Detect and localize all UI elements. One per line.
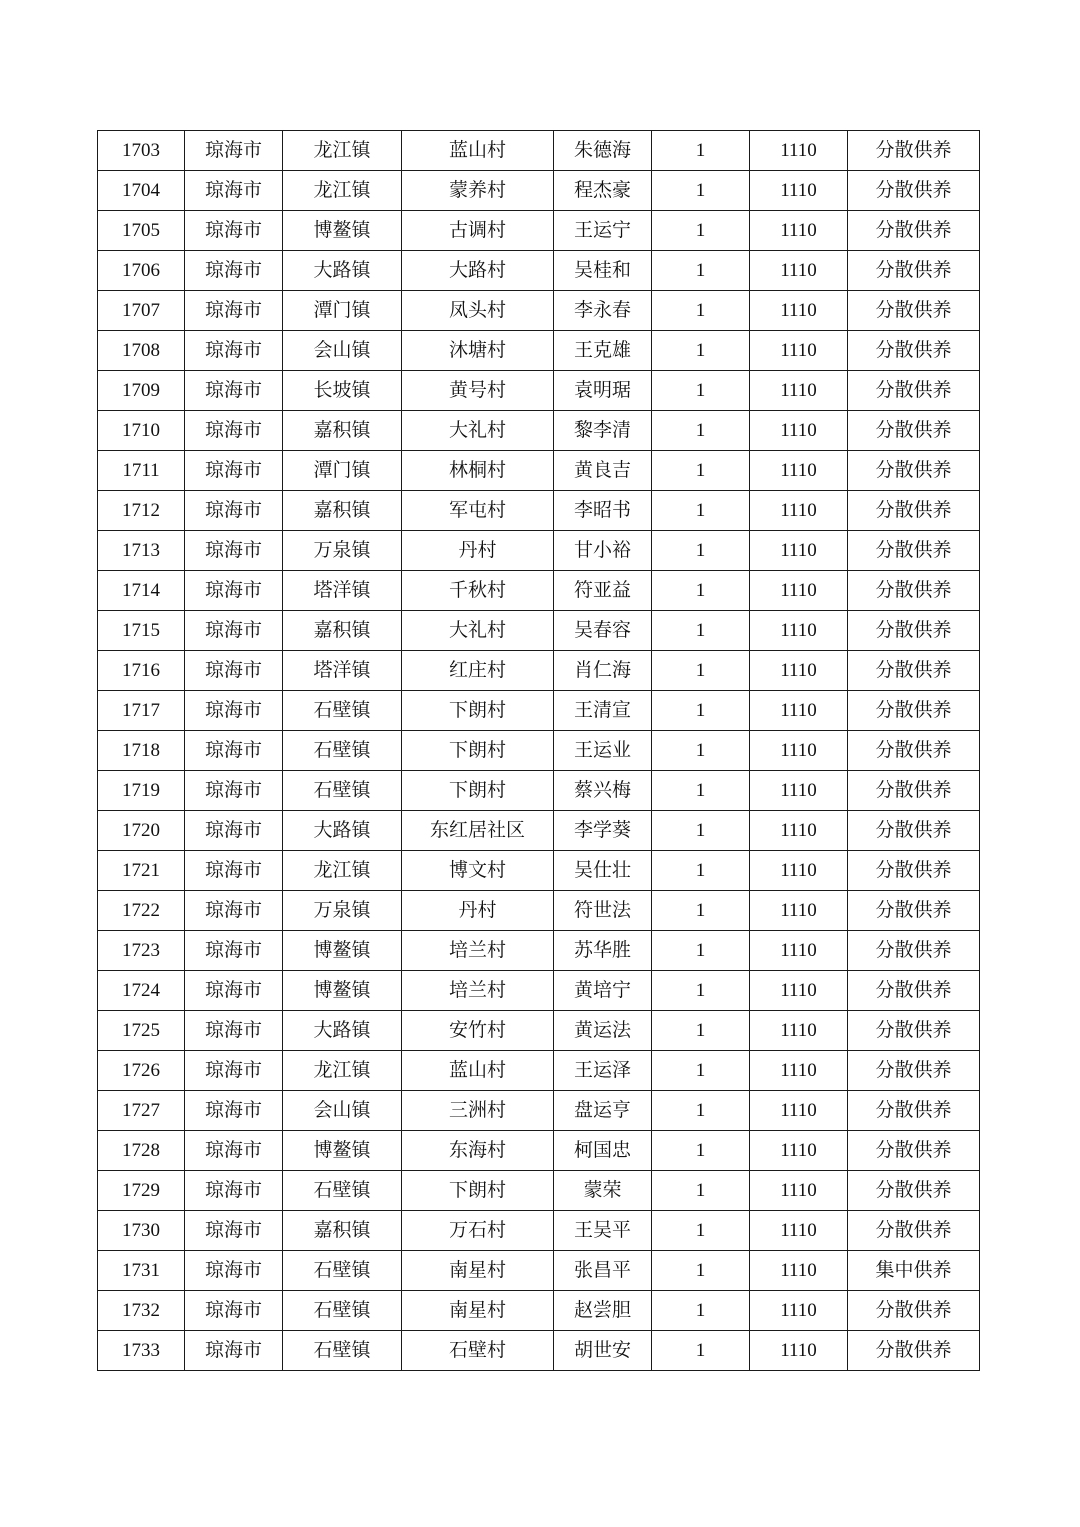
village-cell: 蓝山村 xyxy=(402,131,554,171)
village-cell: 下朗村 xyxy=(402,691,554,731)
support-type-cell: 分散供养 xyxy=(848,491,980,531)
amount-cell: 1110 xyxy=(750,411,848,451)
table-row xyxy=(98,1131,980,1171)
town-cell: 石壁镇 xyxy=(283,1291,402,1331)
town-cell: 塔洋镇 xyxy=(283,651,402,691)
serial-number-cell: 1718 xyxy=(98,731,185,771)
count-cell: 1 xyxy=(652,891,750,931)
city-cell: 琼海市 xyxy=(185,1131,283,1171)
amount-cell: 1110 xyxy=(750,491,848,531)
roster-table xyxy=(97,130,980,1371)
city-cell: 琼海市 xyxy=(185,291,283,331)
count-cell: 1 xyxy=(652,291,750,331)
table-row xyxy=(98,931,980,971)
support-type-cell: 分散供养 xyxy=(848,691,980,731)
table-row xyxy=(98,1331,980,1371)
amount-cell: 1110 xyxy=(750,1211,848,1251)
count-cell: 1 xyxy=(652,1171,750,1211)
serial-number-cell: 1723 xyxy=(98,931,185,971)
city-cell: 琼海市 xyxy=(185,931,283,971)
serial-number-cell: 1716 xyxy=(98,651,185,691)
village-cell: 三洲村 xyxy=(402,1091,554,1131)
town-cell: 嘉积镇 xyxy=(283,1211,402,1251)
name-cell: 吴春容 xyxy=(554,611,652,651)
serial-number-cell: 1711 xyxy=(98,451,185,491)
table-row xyxy=(98,611,980,651)
serial-number-cell: 1709 xyxy=(98,371,185,411)
serial-number-cell: 1722 xyxy=(98,891,185,931)
support-type-cell: 分散供养 xyxy=(848,971,980,1011)
count-cell: 1 xyxy=(652,211,750,251)
city-cell: 琼海市 xyxy=(185,1011,283,1051)
town-cell: 博鳌镇 xyxy=(283,971,402,1011)
name-cell: 黄运法 xyxy=(554,1011,652,1051)
town-cell: 龙江镇 xyxy=(283,1051,402,1091)
city-cell: 琼海市 xyxy=(185,851,283,891)
table-row xyxy=(98,371,980,411)
amount-cell: 1110 xyxy=(750,731,848,771)
name-cell: 胡世安 xyxy=(554,1331,652,1371)
serial-number-cell: 1729 xyxy=(98,1171,185,1211)
count-cell: 1 xyxy=(652,771,750,811)
count-cell: 1 xyxy=(652,851,750,891)
amount-cell: 1110 xyxy=(750,971,848,1011)
name-cell: 王吴平 xyxy=(554,1211,652,1251)
name-cell: 张昌平 xyxy=(554,1251,652,1291)
city-cell: 琼海市 xyxy=(185,1091,283,1131)
city-cell: 琼海市 xyxy=(185,691,283,731)
city-cell: 琼海市 xyxy=(185,491,283,531)
amount-cell: 1110 xyxy=(750,571,848,611)
amount-cell: 1110 xyxy=(750,371,848,411)
amount-cell: 1110 xyxy=(750,171,848,211)
serial-number-cell: 1714 xyxy=(98,571,185,611)
count-cell: 1 xyxy=(652,1051,750,1091)
serial-number-cell: 1725 xyxy=(98,1011,185,1051)
town-cell: 龙江镇 xyxy=(283,171,402,211)
serial-number-cell: 1706 xyxy=(98,251,185,291)
amount-cell: 1110 xyxy=(750,1091,848,1131)
count-cell: 1 xyxy=(652,1211,750,1251)
village-cell: 下朗村 xyxy=(402,1171,554,1211)
town-cell: 长坡镇 xyxy=(283,371,402,411)
town-cell: 龙江镇 xyxy=(283,851,402,891)
name-cell: 李昭书 xyxy=(554,491,652,531)
city-cell: 琼海市 xyxy=(185,651,283,691)
table-row xyxy=(98,811,980,851)
town-cell: 博鳌镇 xyxy=(283,211,402,251)
table-row xyxy=(98,451,980,491)
name-cell: 王克雄 xyxy=(554,331,652,371)
count-cell: 1 xyxy=(652,1091,750,1131)
serial-number-cell: 1715 xyxy=(98,611,185,651)
town-cell: 万泉镇 xyxy=(283,891,402,931)
name-cell: 黎李清 xyxy=(554,411,652,451)
table-row xyxy=(98,1211,980,1251)
town-cell: 嘉积镇 xyxy=(283,611,402,651)
city-cell: 琼海市 xyxy=(185,171,283,211)
name-cell: 黄良吉 xyxy=(554,451,652,491)
table-row xyxy=(98,771,980,811)
city-cell: 琼海市 xyxy=(185,531,283,571)
amount-cell: 1110 xyxy=(750,291,848,331)
town-cell: 会山镇 xyxy=(283,1091,402,1131)
city-cell: 琼海市 xyxy=(185,891,283,931)
name-cell: 朱德海 xyxy=(554,131,652,171)
village-cell: 万石村 xyxy=(402,1211,554,1251)
town-cell: 嘉积镇 xyxy=(283,411,402,451)
name-cell: 肖仁海 xyxy=(554,651,652,691)
support-type-cell: 分散供养 xyxy=(848,331,980,371)
village-cell: 南星村 xyxy=(402,1291,554,1331)
city-cell: 琼海市 xyxy=(185,1291,283,1331)
village-cell: 东海村 xyxy=(402,1131,554,1171)
city-cell: 琼海市 xyxy=(185,731,283,771)
serial-number-cell: 1710 xyxy=(98,411,185,451)
town-cell: 石壁镇 xyxy=(283,771,402,811)
amount-cell: 1110 xyxy=(750,691,848,731)
name-cell: 符世法 xyxy=(554,891,652,931)
roster-table-body xyxy=(98,131,980,1371)
name-cell: 苏华胜 xyxy=(554,931,652,971)
count-cell: 1 xyxy=(652,411,750,451)
support-type-cell: 分散供养 xyxy=(848,251,980,291)
table-row xyxy=(98,1051,980,1091)
support-type-cell: 分散供养 xyxy=(848,611,980,651)
support-type-cell: 分散供养 xyxy=(848,171,980,211)
serial-number-cell: 1712 xyxy=(98,491,185,531)
table-row xyxy=(98,411,980,451)
count-cell: 1 xyxy=(652,251,750,291)
support-type-cell: 集中供养 xyxy=(848,1251,980,1291)
city-cell: 琼海市 xyxy=(185,1211,283,1251)
support-type-cell: 分散供养 xyxy=(848,1091,980,1131)
count-cell: 1 xyxy=(652,531,750,571)
village-cell: 蓝山村 xyxy=(402,1051,554,1091)
serial-number-cell: 1731 xyxy=(98,1251,185,1291)
name-cell: 符亚益 xyxy=(554,571,652,611)
support-type-cell: 分散供养 xyxy=(848,1171,980,1211)
count-cell: 1 xyxy=(652,731,750,771)
village-cell: 东红居社区 xyxy=(402,811,554,851)
town-cell: 龙江镇 xyxy=(283,131,402,171)
town-cell: 博鳌镇 xyxy=(283,931,402,971)
village-cell: 军屯村 xyxy=(402,491,554,531)
serial-number-cell: 1704 xyxy=(98,171,185,211)
town-cell: 大路镇 xyxy=(283,1011,402,1051)
name-cell: 袁明琚 xyxy=(554,371,652,411)
table-row xyxy=(98,971,980,1011)
support-type-cell: 分散供养 xyxy=(848,211,980,251)
support-type-cell: 分散供养 xyxy=(848,531,980,571)
support-type-cell: 分散供养 xyxy=(848,1291,980,1331)
amount-cell: 1110 xyxy=(750,251,848,291)
count-cell: 1 xyxy=(652,371,750,411)
table-row xyxy=(98,851,980,891)
table-row xyxy=(98,691,980,731)
amount-cell: 1110 xyxy=(750,131,848,171)
village-cell: 红庄村 xyxy=(402,651,554,691)
name-cell: 甘小裕 xyxy=(554,531,652,571)
support-type-cell: 分散供养 xyxy=(848,931,980,971)
serial-number-cell: 1730 xyxy=(98,1211,185,1251)
name-cell: 盘运亨 xyxy=(554,1091,652,1131)
serial-number-cell: 1727 xyxy=(98,1091,185,1131)
support-type-cell: 分散供养 xyxy=(848,571,980,611)
table-row xyxy=(98,891,980,931)
table-row xyxy=(98,731,980,771)
name-cell: 黄培宁 xyxy=(554,971,652,1011)
count-cell: 1 xyxy=(652,931,750,971)
serial-number-cell: 1717 xyxy=(98,691,185,731)
serial-number-cell: 1721 xyxy=(98,851,185,891)
town-cell: 石壁镇 xyxy=(283,1171,402,1211)
amount-cell: 1110 xyxy=(750,1051,848,1091)
city-cell: 琼海市 xyxy=(185,371,283,411)
support-type-cell: 分散供养 xyxy=(848,1211,980,1251)
amount-cell: 1110 xyxy=(750,531,848,571)
name-cell: 王清宣 xyxy=(554,691,652,731)
village-cell: 培兰村 xyxy=(402,931,554,971)
village-cell: 大礼村 xyxy=(402,411,554,451)
village-cell: 安竹村 xyxy=(402,1011,554,1051)
town-cell: 石壁镇 xyxy=(283,1251,402,1291)
name-cell: 王运泽 xyxy=(554,1051,652,1091)
amount-cell: 1110 xyxy=(750,331,848,371)
support-type-cell: 分散供养 xyxy=(848,131,980,171)
city-cell: 琼海市 xyxy=(185,451,283,491)
table-row xyxy=(98,331,980,371)
table-row xyxy=(98,531,980,571)
table-row xyxy=(98,651,980,691)
city-cell: 琼海市 xyxy=(185,971,283,1011)
village-cell: 丹村 xyxy=(402,891,554,931)
village-cell: 博文村 xyxy=(402,851,554,891)
village-cell: 千秋村 xyxy=(402,571,554,611)
name-cell: 王运业 xyxy=(554,731,652,771)
amount-cell: 1110 xyxy=(750,1291,848,1331)
serial-number-cell: 1707 xyxy=(98,291,185,331)
count-cell: 1 xyxy=(652,451,750,491)
amount-cell: 1110 xyxy=(750,771,848,811)
serial-number-cell: 1733 xyxy=(98,1331,185,1371)
support-type-cell: 分散供养 xyxy=(848,1051,980,1091)
city-cell: 琼海市 xyxy=(185,811,283,851)
count-cell: 1 xyxy=(652,1291,750,1331)
amount-cell: 1110 xyxy=(750,931,848,971)
support-type-cell: 分散供养 xyxy=(848,771,980,811)
amount-cell: 1110 xyxy=(750,1011,848,1051)
serial-number-cell: 1719 xyxy=(98,771,185,811)
serial-number-cell: 1724 xyxy=(98,971,185,1011)
city-cell: 琼海市 xyxy=(185,211,283,251)
count-cell: 1 xyxy=(652,1131,750,1171)
amount-cell: 1110 xyxy=(750,211,848,251)
count-cell: 1 xyxy=(652,651,750,691)
serial-number-cell: 1726 xyxy=(98,1051,185,1091)
count-cell: 1 xyxy=(652,571,750,611)
name-cell: 吴桂和 xyxy=(554,251,652,291)
town-cell: 石壁镇 xyxy=(283,1331,402,1371)
table-row xyxy=(98,1171,980,1211)
serial-number-cell: 1732 xyxy=(98,1291,185,1331)
table-row xyxy=(98,251,980,291)
city-cell: 琼海市 xyxy=(185,1051,283,1091)
support-type-cell: 分散供养 xyxy=(848,451,980,491)
support-type-cell: 分散供养 xyxy=(848,1331,980,1371)
amount-cell: 1110 xyxy=(750,891,848,931)
village-cell: 下朗村 xyxy=(402,771,554,811)
support-type-cell: 分散供养 xyxy=(848,891,980,931)
village-cell: 大路村 xyxy=(402,251,554,291)
serial-number-cell: 1708 xyxy=(98,331,185,371)
table-row xyxy=(98,1291,980,1331)
town-cell: 大路镇 xyxy=(283,251,402,291)
city-cell: 琼海市 xyxy=(185,1251,283,1291)
serial-number-cell: 1713 xyxy=(98,531,185,571)
town-cell: 石壁镇 xyxy=(283,731,402,771)
city-cell: 琼海市 xyxy=(185,771,283,811)
amount-cell: 1110 xyxy=(750,1171,848,1211)
city-cell: 琼海市 xyxy=(185,131,283,171)
name-cell: 吴仕壮 xyxy=(554,851,652,891)
town-cell: 大路镇 xyxy=(283,811,402,851)
amount-cell: 1110 xyxy=(750,611,848,651)
table-row xyxy=(98,211,980,251)
amount-cell: 1110 xyxy=(750,451,848,491)
count-cell: 1 xyxy=(652,691,750,731)
support-type-cell: 分散供养 xyxy=(848,1131,980,1171)
table-row xyxy=(98,291,980,331)
name-cell: 蔡兴梅 xyxy=(554,771,652,811)
amount-cell: 1110 xyxy=(750,1251,848,1291)
town-cell: 潭门镇 xyxy=(283,291,402,331)
village-cell: 古调村 xyxy=(402,211,554,251)
support-type-cell: 分散供养 xyxy=(848,811,980,851)
count-cell: 1 xyxy=(652,1251,750,1291)
name-cell: 李永春 xyxy=(554,291,652,331)
count-cell: 1 xyxy=(652,811,750,851)
table-row xyxy=(98,491,980,531)
village-cell: 黄号村 xyxy=(402,371,554,411)
count-cell: 1 xyxy=(652,1331,750,1371)
town-cell: 塔洋镇 xyxy=(283,571,402,611)
city-cell: 琼海市 xyxy=(185,331,283,371)
town-cell: 博鳌镇 xyxy=(283,1131,402,1171)
support-type-cell: 分散供养 xyxy=(848,411,980,451)
amount-cell: 1110 xyxy=(750,811,848,851)
table-row xyxy=(98,1091,980,1131)
count-cell: 1 xyxy=(652,1011,750,1051)
name-cell: 赵尝胆 xyxy=(554,1291,652,1331)
amount-cell: 1110 xyxy=(750,651,848,691)
name-cell: 李学葵 xyxy=(554,811,652,851)
name-cell: 王运宁 xyxy=(554,211,652,251)
name-cell: 程杰豪 xyxy=(554,171,652,211)
support-type-cell: 分散供养 xyxy=(848,731,980,771)
serial-number-cell: 1720 xyxy=(98,811,185,851)
city-cell: 琼海市 xyxy=(185,1331,283,1371)
support-type-cell: 分散供养 xyxy=(848,651,980,691)
amount-cell: 1110 xyxy=(750,1331,848,1371)
town-cell: 潭门镇 xyxy=(283,451,402,491)
support-type-cell: 分散供养 xyxy=(848,291,980,331)
count-cell: 1 xyxy=(652,491,750,531)
support-type-cell: 分散供养 xyxy=(848,371,980,411)
village-cell: 蒙养村 xyxy=(402,171,554,211)
village-cell: 丹村 xyxy=(402,531,554,571)
city-cell: 琼海市 xyxy=(185,411,283,451)
city-cell: 琼海市 xyxy=(185,611,283,651)
support-type-cell: 分散供养 xyxy=(848,1011,980,1051)
table-row xyxy=(98,171,980,211)
town-cell: 石壁镇 xyxy=(283,691,402,731)
count-cell: 1 xyxy=(652,331,750,371)
table-row xyxy=(98,571,980,611)
support-type-cell: 分散供养 xyxy=(848,851,980,891)
town-cell: 万泉镇 xyxy=(283,531,402,571)
village-cell: 沐塘村 xyxy=(402,331,554,371)
amount-cell: 1110 xyxy=(750,1131,848,1171)
count-cell: 1 xyxy=(652,611,750,651)
serial-number-cell: 1703 xyxy=(98,131,185,171)
town-cell: 嘉积镇 xyxy=(283,491,402,531)
count-cell: 1 xyxy=(652,171,750,211)
town-cell: 会山镇 xyxy=(283,331,402,371)
village-cell: 南星村 xyxy=(402,1251,554,1291)
village-cell: 培兰村 xyxy=(402,971,554,1011)
city-cell: 琼海市 xyxy=(185,571,283,611)
count-cell: 1 xyxy=(652,971,750,1011)
count-cell: 1 xyxy=(652,131,750,171)
serial-number-cell: 1705 xyxy=(98,211,185,251)
village-cell: 大礼村 xyxy=(402,611,554,651)
village-cell: 凤头村 xyxy=(402,291,554,331)
table-row xyxy=(98,1011,980,1051)
table-row xyxy=(98,131,980,171)
name-cell: 柯国忠 xyxy=(554,1131,652,1171)
amount-cell: 1110 xyxy=(750,851,848,891)
name-cell: 蒙荣 xyxy=(554,1171,652,1211)
village-cell: 下朗村 xyxy=(402,731,554,771)
table-row xyxy=(98,1251,980,1291)
city-cell: 琼海市 xyxy=(185,251,283,291)
serial-number-cell: 1728 xyxy=(98,1131,185,1171)
city-cell: 琼海市 xyxy=(185,1171,283,1211)
village-cell: 石壁村 xyxy=(402,1331,554,1371)
village-cell: 林桐村 xyxy=(402,451,554,491)
